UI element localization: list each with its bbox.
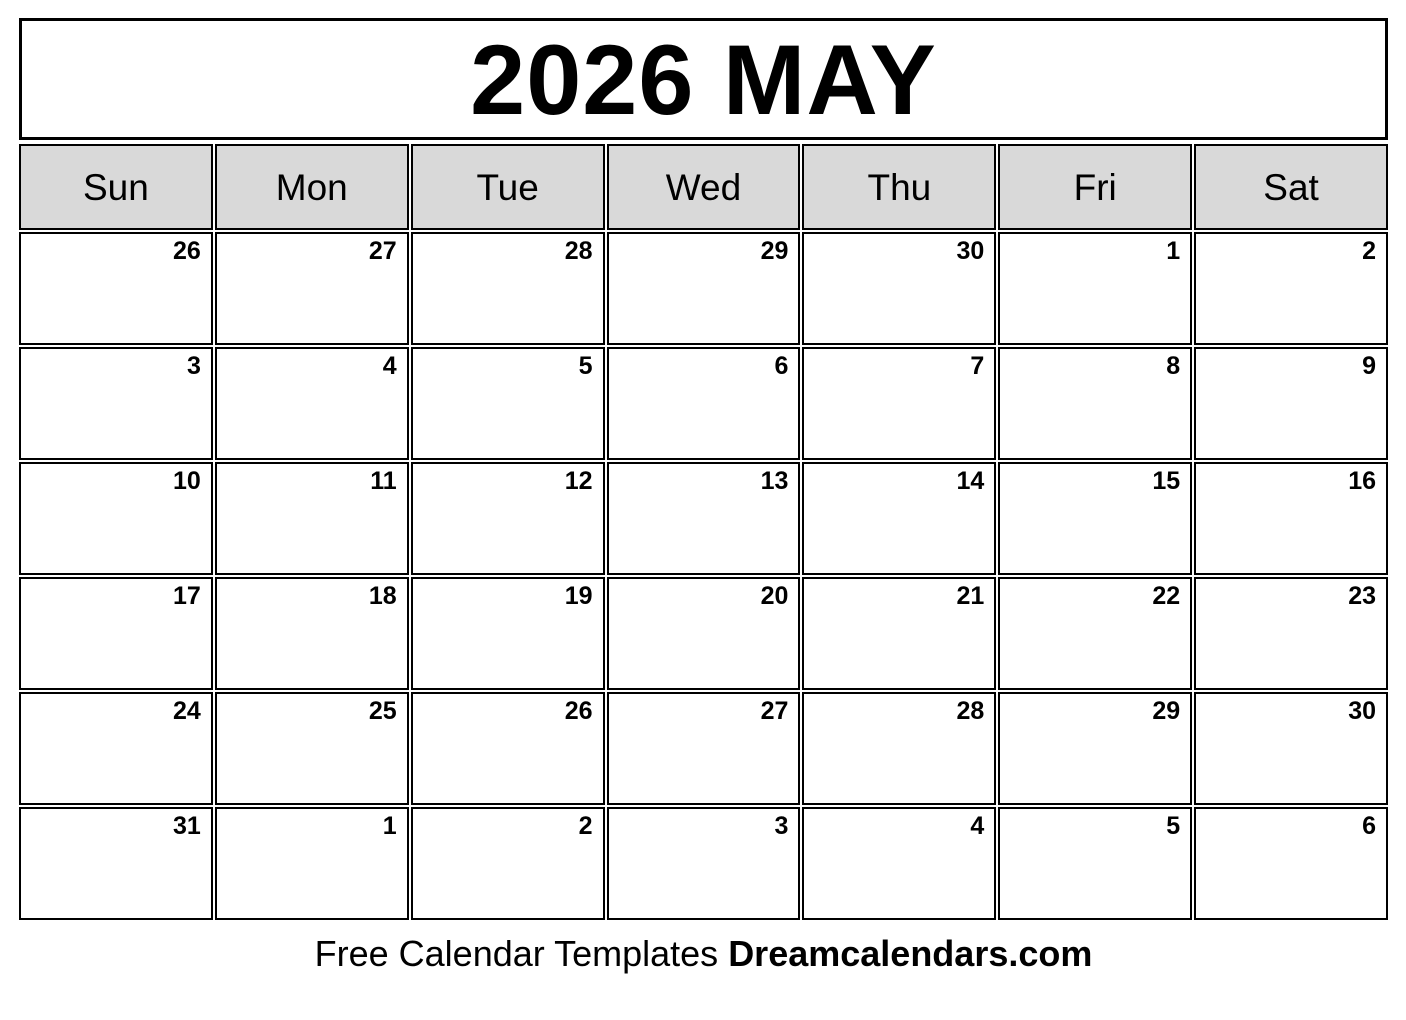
day-number: 22 <box>1152 582 1181 610</box>
weekday-cell-wed: Wed <box>607 144 801 230</box>
day-number: 4 <box>970 812 985 840</box>
day-cell <box>19 232 213 345</box>
day-number: 3 <box>186 352 201 380</box>
weekday-cell-thu: Thu <box>802 144 996 230</box>
day-number: 10 <box>173 467 201 495</box>
day-number: 1 <box>382 812 397 840</box>
day-number: 6 <box>1362 812 1376 840</box>
day-cell <box>607 692 801 805</box>
day-cell <box>411 577 605 690</box>
day-cell <box>998 692 1192 805</box>
weekday-cell-sat: Sat <box>1194 144 1388 230</box>
day-cell <box>607 807 801 920</box>
day-number: 27 <box>368 237 397 265</box>
day-cell <box>998 807 1192 920</box>
day-number: 31 <box>173 812 201 840</box>
day-cell <box>802 462 996 575</box>
day-cell <box>802 692 996 805</box>
day-cell <box>1194 692 1388 805</box>
day-number: 19 <box>564 582 593 610</box>
day-number: 16 <box>1348 467 1376 495</box>
day-number: 3 <box>774 812 789 840</box>
day-cell <box>802 577 996 690</box>
day-number: 2 <box>578 812 593 840</box>
day-number: 21 <box>956 582 985 610</box>
day-cell <box>19 692 213 805</box>
day-cell <box>802 232 996 345</box>
weekday-cell-mon: Mon <box>215 144 409 230</box>
day-number: 27 <box>760 697 789 725</box>
day-number: 24 <box>173 697 201 725</box>
day-cell <box>215 462 409 575</box>
day-number: 15 <box>1152 467 1181 495</box>
day-number: 29 <box>760 237 789 265</box>
day-cell <box>19 807 213 920</box>
day-number: 26 <box>173 237 201 265</box>
day-cell <box>411 347 605 460</box>
day-number: 25 <box>368 697 397 725</box>
calendar-grid <box>19 232 1388 920</box>
day-number: 28 <box>956 697 985 725</box>
day-number: 29 <box>1152 697 1181 725</box>
day-cell <box>1194 232 1388 345</box>
day-cell <box>19 577 213 690</box>
day-cell <box>998 577 1192 690</box>
day-number: 2 <box>1362 237 1376 265</box>
title-box <box>19 18 1388 140</box>
day-number: 6 <box>774 352 789 380</box>
day-number: 13 <box>760 467 789 495</box>
day-number: 26 <box>564 697 593 725</box>
day-number: 4 <box>382 352 397 380</box>
day-cell <box>607 577 801 690</box>
day-cell <box>998 232 1192 345</box>
day-number: 14 <box>956 467 985 495</box>
day-number: 20 <box>760 582 789 610</box>
footer <box>19 934 1388 974</box>
day-cell <box>802 347 996 460</box>
day-cell <box>411 807 605 920</box>
page-title: 2026 MAY <box>470 23 937 135</box>
day-number: 28 <box>564 237 593 265</box>
day-cell <box>607 347 801 460</box>
day-cell <box>215 577 409 690</box>
day-cell <box>1194 347 1388 460</box>
weekday-cell-tue: Tue <box>411 144 605 230</box>
day-cell <box>215 232 409 345</box>
calendar <box>19 18 1388 974</box>
day-cell <box>411 232 605 345</box>
day-cell <box>411 462 605 575</box>
day-number: 9 <box>1362 352 1376 380</box>
day-number: 17 <box>173 582 201 610</box>
day-number: 12 <box>564 467 593 495</box>
weekday-cell-sun: Sun <box>19 144 213 230</box>
day-cell <box>411 692 605 805</box>
day-cell <box>215 347 409 460</box>
day-number: 5 <box>578 352 593 380</box>
weekday-cell-fri: Fri <box>998 144 1192 230</box>
day-cell <box>1194 462 1388 575</box>
weekday-header <box>19 144 1388 230</box>
day-number: 23 <box>1348 582 1376 610</box>
day-number: 8 <box>1166 352 1181 380</box>
day-cell <box>19 462 213 575</box>
day-number: 5 <box>1166 812 1181 840</box>
day-number: 30 <box>956 237 985 265</box>
day-number: 11 <box>370 467 397 495</box>
footer-text: Free Calendar Templates <box>314 933 719 974</box>
day-cell <box>215 807 409 920</box>
day-cell <box>607 462 801 575</box>
day-cell <box>802 807 996 920</box>
day-cell <box>1194 577 1388 690</box>
day-cell <box>19 347 213 460</box>
day-number: 30 <box>1348 697 1376 725</box>
day-cell <box>1194 807 1388 920</box>
site-name: Dreamcalendars.com <box>728 933 1093 974</box>
day-cell <box>998 462 1192 575</box>
day-cell <box>215 692 409 805</box>
day-cell <box>607 232 801 345</box>
day-number: 1 <box>1166 237 1181 265</box>
day-number: 7 <box>970 352 985 380</box>
day-number: 18 <box>368 582 397 610</box>
day-cell <box>998 347 1192 460</box>
